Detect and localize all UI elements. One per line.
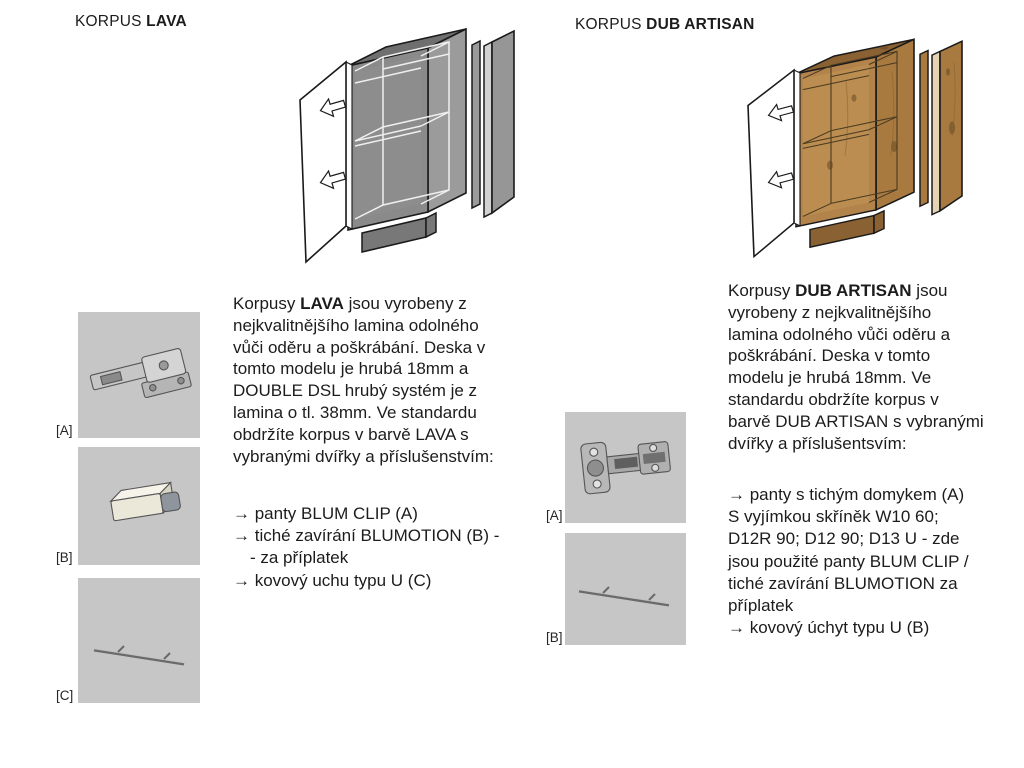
right-description-line: lamina odolného vůči oděru a xyxy=(728,324,951,344)
hardware-label-a: [A] xyxy=(546,508,563,523)
cabinet-side-panel xyxy=(472,31,514,217)
feature-item: → panty BLUM CLIP (A) xyxy=(233,504,418,523)
left-description-line: Korpusy LAVA jsou vyrobeny z xyxy=(233,294,467,313)
hardware-label-c: [C] xyxy=(56,688,74,703)
feature-item: → kovový uchu typu U (C) xyxy=(233,570,432,590)
cabinet-open-door xyxy=(748,70,800,256)
left-description xyxy=(233,293,494,467)
cabinet-carcass xyxy=(796,39,914,247)
hardware-photo-box-a xyxy=(565,412,686,523)
left-description-line: nejkvalitnějšího lamina odolného xyxy=(233,315,479,335)
lava-cabinet-illustration xyxy=(286,4,518,270)
soft-close-hinge-image xyxy=(565,412,686,523)
hardware-label-a: [A] xyxy=(56,423,73,438)
right-title-name: DUB ARTISAN xyxy=(646,16,755,33)
cabinet-carcass xyxy=(348,29,466,252)
cabinet-side-panel xyxy=(920,41,962,214)
hardware-label-b: [B] xyxy=(546,630,563,645)
hardware-photo-box-c xyxy=(78,578,200,703)
feature-item-continuation: tiché zavírání BLUMOTION za xyxy=(728,573,958,593)
right-description-line: poškrábání. Deska v tomto xyxy=(728,346,931,366)
right-description xyxy=(728,280,984,454)
feature-item: → tiché zavírání BLUMOTION (B) - xyxy=(233,526,500,546)
u-type-handle-image xyxy=(565,533,686,645)
right-description-line: barvě DUB ARTISAN s vybranými xyxy=(728,411,984,431)
left-title-name: LAVA xyxy=(146,13,187,30)
blum-clip-hinge-image xyxy=(78,312,200,438)
feature-item: → kovový úchyt typu U (B) xyxy=(728,618,930,638)
right-description-line: Korpusy DUB ARTISAN jsou xyxy=(728,281,948,300)
artisan-cabinet-illustration xyxy=(734,16,966,264)
right-section-title xyxy=(575,16,755,34)
right-description-line: modelu je hrubá 18mm. Ve xyxy=(728,368,932,388)
blumotion-damper-image xyxy=(78,447,200,565)
hardware-label-b: [B] xyxy=(56,550,73,565)
feature-item: → panty s tichým domykem (A) xyxy=(728,485,965,504)
hardware-photo-box-b xyxy=(78,447,200,565)
left-description-line: DOUBLE DSL hrubý systém je z xyxy=(233,381,478,401)
hardware-photo-box-a xyxy=(78,312,200,438)
feature-item-continuation: D12R 90; D12 90; D13 U - zde xyxy=(728,529,960,549)
u-type-handle-image xyxy=(78,578,200,703)
feature-item-continuation: příplatek xyxy=(728,596,794,616)
cabinet-open-door xyxy=(300,62,352,262)
right-description-line: standardu obdržíte korpus v xyxy=(728,389,939,409)
left-description-line: vůči oděru a poškrábání. Deska v xyxy=(233,337,486,357)
left-description-line: tomto modelu je hrubá 18mm a xyxy=(233,359,469,379)
feature-item-continuation: - za příplatek xyxy=(250,548,349,568)
right-description-line: vyrobeny z nejkvalitnějšího xyxy=(728,302,932,322)
left-feature-list xyxy=(233,503,499,592)
feature-item-continuation: jsou použité panty BLUM CLIP / xyxy=(728,551,969,571)
hardware-photo-box-b xyxy=(565,533,686,645)
left-description-line: lamina o tl. 38mm. Ve standardu xyxy=(233,402,477,422)
left-description-line: vybranými dvířky a příslušenstvím: xyxy=(233,446,494,466)
left-section-title xyxy=(75,13,187,31)
right-description-line: dvířky a příslušentsvím: xyxy=(728,433,907,453)
feature-item-continuation: S vyjímkou skříněk W10 60; xyxy=(728,507,939,527)
left-description-line: obdržíte korpus v barvě LAVA s xyxy=(233,424,469,444)
right-title-prefix: KORPUS xyxy=(575,16,647,33)
right-feature-list xyxy=(728,484,969,639)
left-title-prefix: KORPUS xyxy=(75,13,147,30)
